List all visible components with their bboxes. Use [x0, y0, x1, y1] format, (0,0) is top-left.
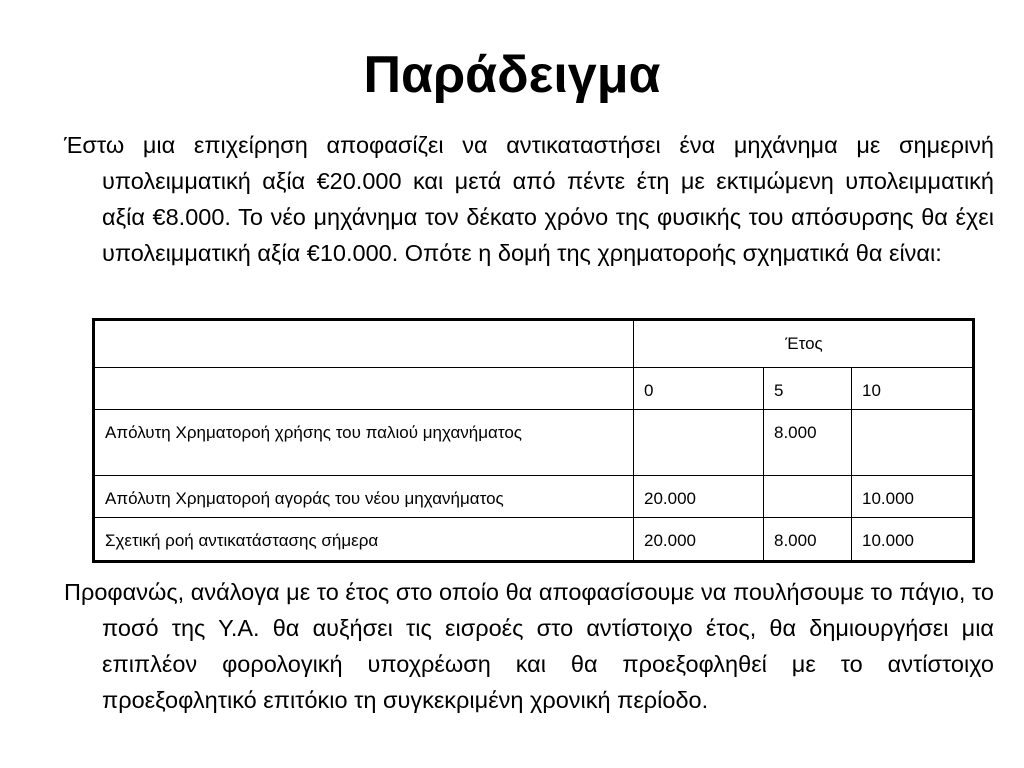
- row-label: Απόλυτη Χρηματοροή αγοράς του νέου μηχανήματος: [94, 476, 634, 518]
- value-cell: [764, 476, 852, 518]
- table-row: [94, 518, 974, 562]
- value-cell: [852, 410, 974, 476]
- conclusion-paragraph: Προφανώς, ανάλογα με το έτος στο οποίο θα αποφασίσουμε να πουλήσουμε το πάγιο, το ποσό της Υ.Α. θα αυξήσει τις εισροές στο αντίστοιχο έτος, θα δημιουργήσει μια επιπλέον φορολογική υποχρέωση και θα προεξοφληθεί με το αντίστοιχο προεξοφλητικό επιτόκιο τη συγκεκριμένη χρονική περίοδο.: [64, 579, 994, 713]
- header-empty-cell: [94, 320, 634, 368]
- year-cell: 5: [764, 368, 852, 410]
- year-cell: 10: [852, 368, 974, 410]
- value-cell: 10.000: [852, 518, 974, 562]
- year-cell: 0: [634, 368, 764, 410]
- value-cell: [634, 410, 764, 476]
- years-empty-cell: [94, 368, 634, 410]
- slide-title: Παράδειγμα: [363, 46, 661, 104]
- table-header-row: [94, 320, 974, 368]
- value-cell: 10.000: [852, 476, 974, 518]
- cashflow-table: [92, 318, 975, 563]
- intro-paragraph: Έστω μια επιχείρηση αποφασίζει να αντικαταστήσει ένα μηχάνημα με σημερινή υπολειμματική αξία €20.000 και μετά από πέντε έτη με εκτιμώμενη υπολειμματική αξία €8.000. Το νέο μηχάνημα τον δέκατο χρόνο της φυσικής του απόσυρσης θα έχει υπολειμματική αξία €10.000. Οπότε η δομή της χρηματοροής σχηματικά θα είναι:: [64, 132, 994, 266]
- value-cell: 8.000: [764, 410, 852, 476]
- value-cell: 8.000: [764, 518, 852, 562]
- value-cell: 20.000: [634, 518, 764, 562]
- row-label: Απόλυτη Χρηματοροή χρήσης του παλιού μηχανήματος: [94, 410, 634, 476]
- row-label: Σχετική ροή αντικατάστασης σήμερα: [94, 518, 634, 562]
- value-cell: 20.000: [634, 476, 764, 518]
- table-row: [94, 410, 974, 476]
- years-row: [94, 368, 974, 410]
- year-header-cell: Έτος: [634, 320, 974, 368]
- table-row: [94, 476, 974, 518]
- cashflow-table-container: [92, 318, 972, 562]
